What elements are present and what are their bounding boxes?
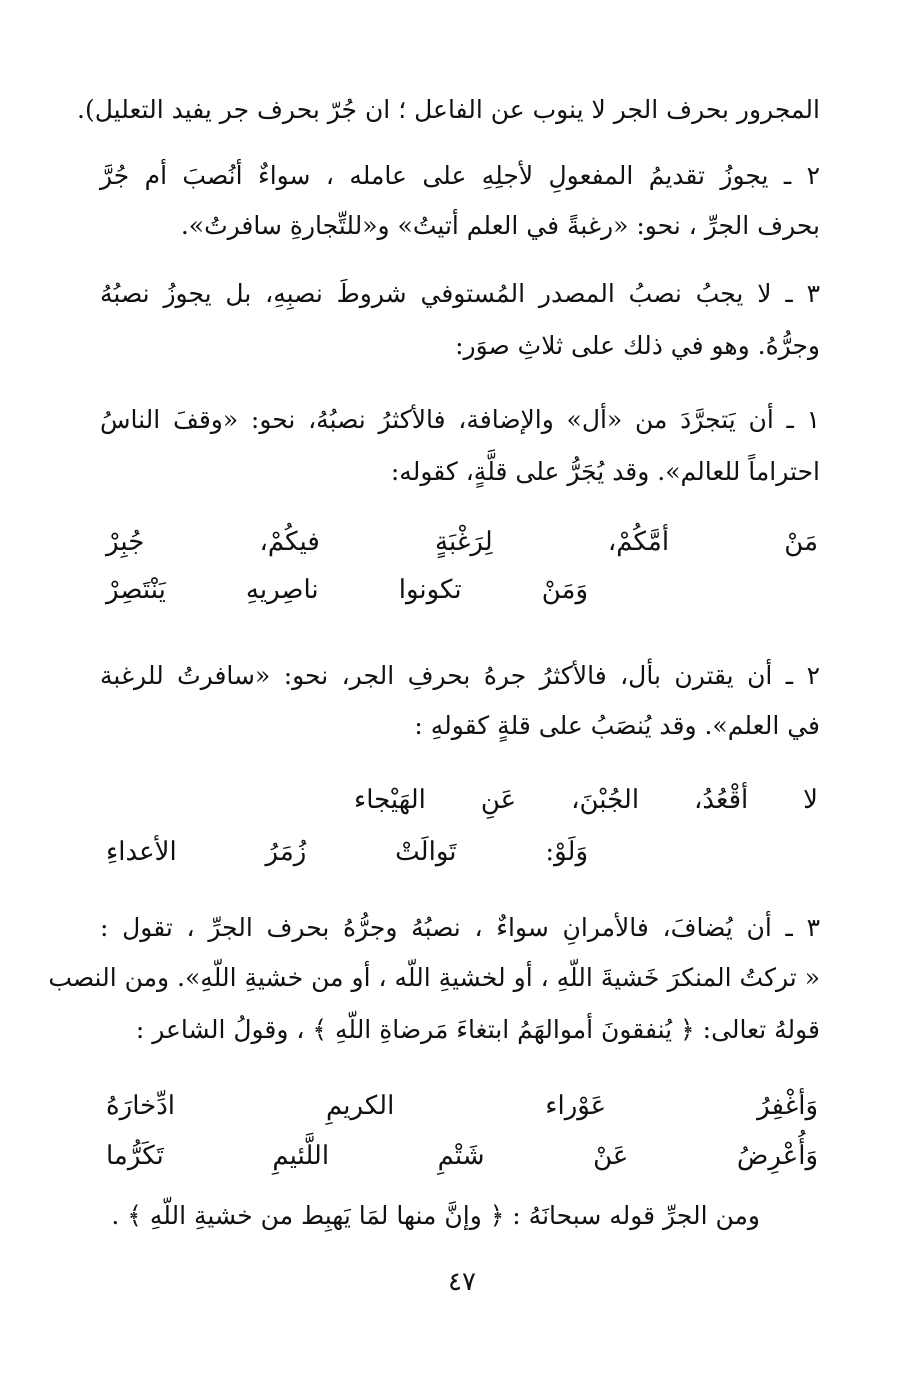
verse-line-3 — [354, 778, 818, 822]
page-number: ٤٧ — [448, 1267, 476, 1297]
verse-word: وَمَنْ — [541, 575, 588, 605]
verse-word: يَنْتَصِرْ — [106, 575, 166, 605]
verse-word: وَلَوْ: — [545, 837, 588, 867]
verse-line-4 — [106, 830, 588, 874]
verse-line-1 — [106, 520, 818, 564]
text-line-5: وجرُّهُ. وهو في ذلك على ثلاثِ صوَر: — [455, 331, 820, 360]
verse-word: مَنْ — [784, 527, 818, 557]
text-line-3: بحرف الجرِّ ، نحو: «رغبةً في العلم أتيتُ» و«للتِّجارةِ سافرتُ». — [180, 211, 820, 240]
verse-word: عَوْراء — [545, 1091, 607, 1121]
text-line-13: ومن الجرِّ قوله سبحانَهُ : ﴿ وإنَّ منها لمَا يَهبِط من خشيةِ اللّهِ ﴾ . — [111, 1201, 760, 1230]
verse-word: أقْعُدُ، — [694, 785, 749, 815]
verse-word: شَتْمِ — [437, 1141, 485, 1171]
verse-word: الجُبْنَ، — [571, 785, 640, 815]
verse-word: لِرَغْبَةٍ — [435, 527, 493, 557]
verse-word: اللَّئيمِ — [272, 1141, 330, 1171]
verse-word: ناصِريهِ — [245, 575, 319, 605]
text-line-9: في العلم». وقد يُنصَبُ على قلةٍ كقولهِ : — [414, 711, 820, 740]
verse-word: الكريمِ — [325, 1091, 395, 1121]
verse-word: زُمَرُ — [265, 837, 307, 867]
text-line-10: ٣ ـ أن يُضافَ، فالأمرانِ سواءٌ ، نصبُهُ وجرُّهُ بحرف الجرِّ ، تقول : — [100, 913, 820, 942]
text-line-4: ٣ ـ لا يجبُ نصبُ المصدر المُستوفي شروطَ نصبِهِ، بل يجوزُ نصبُهُ — [100, 279, 820, 308]
text-line-1: المجرور بحرف الجر لا ينوب عن الفاعل ؛ ان جُرّ بحرف جر يفيد التعليل). — [77, 95, 820, 124]
verse-word: تَكَرُّما — [106, 1141, 164, 1171]
verse-word: عَنْ — [593, 1141, 629, 1171]
verse-word: الهَيْجاء — [354, 785, 426, 815]
verse-word: تكونوا — [398, 575, 462, 605]
verse-line-6 — [106, 1134, 818, 1178]
verse-word: تَوالَتْ — [395, 837, 457, 867]
text-line-12: قولهُ تعالى: ﴿ يُنفقونَ أموالهَمُ ابتغاءَ مَرضاةِ اللّهِ ﴾ ، وقولُ الشاعر : — [135, 1015, 820, 1044]
verse-word: وَأُعْرِضُ — [736, 1141, 818, 1171]
verse-word: أمَّكُمْ، — [607, 527, 670, 557]
verse-word: فيكُمْ، — [259, 527, 320, 557]
verse-word: ادِّخارَهُ — [106, 1091, 176, 1121]
text-line-8: ٢ ـ أن يقترن بأل، فالأكثرُ جرهُ بحرفِ الجر، نحو: «سافرتُ للرغبة — [100, 661, 820, 690]
verse-word: جُبِرْ — [106, 527, 145, 557]
verse-word: وَأغْفِرُ — [757, 1091, 818, 1121]
text-line-6: ١ ـ أن يَتجرَّدَ من «أل» والإضافة، فالأكثرُ نصبُهُ، نحو: «وقفَ الناسُ — [100, 405, 820, 434]
text-line-11: « تركتُ المنكرَ خَشيةَ اللّهِ ، أو لخشيةِ اللّه ، أو من خشيةِ اللّهِ». ومن النصب — [48, 963, 820, 992]
text-line-2: ٢ ـ يجوزُ تقديمُ المفعولِ لأجلِهِ على عامله ، سواءٌ أنُصبَ أم جُرَّ — [100, 161, 820, 190]
verse-word: عَنِ — [480, 785, 517, 815]
verse-word: لا — [803, 785, 818, 815]
text-line-7: احتراماً للعالم». وقد يُجَرُّ على قلَّةٍ، كقوله: — [390, 457, 820, 486]
verse-line-5 — [106, 1084, 818, 1128]
verse-line-2 — [106, 568, 588, 612]
verse-word: الأعداءِ — [106, 837, 177, 867]
